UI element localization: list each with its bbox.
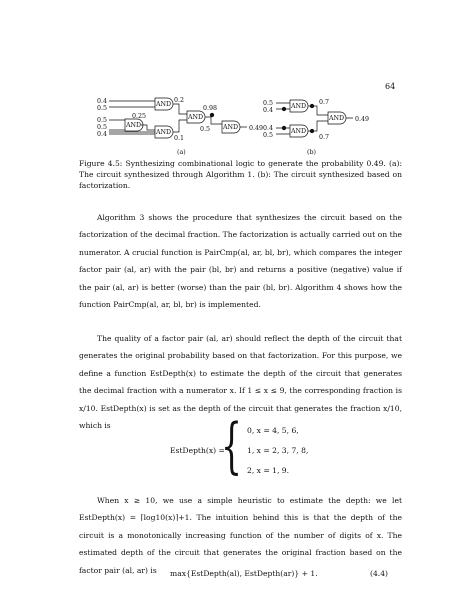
gate-label: AND	[156, 129, 172, 136]
input-label: 0.4	[263, 125, 274, 132]
input-label: 0.4	[97, 131, 108, 138]
input-label: 0.5	[97, 117, 108, 124]
equation-4-4: max{EstDepth(al), EstDepth(ar)} + 1.	[170, 569, 318, 578]
input-label: 0.5	[263, 132, 274, 139]
page-number: 64	[385, 82, 396, 91]
subfigure-label: (a)	[177, 149, 186, 156]
input-label: 0.4	[263, 107, 274, 114]
gate-label: AND	[223, 124, 239, 131]
output-value: 0.49	[355, 116, 370, 123]
output-value: 0.49	[249, 125, 264, 132]
wire-value: 0.25	[132, 113, 147, 120]
wire-value: 0.7	[319, 99, 330, 106]
input-label: 0.5	[97, 124, 108, 131]
gate-label: AND	[291, 103, 307, 110]
definition-case: 2, x = 1, 9.	[247, 466, 290, 475]
input-label: 0.5	[263, 100, 274, 107]
gate-label: AND	[291, 128, 307, 135]
input-label: 0.5	[97, 105, 108, 112]
definition-case: 0, x = 4, 5, 6,	[247, 426, 299, 435]
cases-brace: {	[221, 411, 243, 481]
equation-number: (4.4)	[370, 569, 389, 578]
paragraph-algorithm-3: Algorithm 3 shows the procedure that synthesizes the circuit based on the factorization of the decimal fraction. The factorization is actually carried out on the numerator. A crucial function is PairCmp(al, ar, bl, br), which compares the integer factor pair (al, ar) with the pair (bl, br) and returns a positive (negative) value if the pair (al, ar) is better (worse) than the pair (bl, br). Algorithm 4 shows how the function PairCmp(al, ar, bl, br) is implemented.	[79, 213, 402, 310]
input-label: 0.4	[97, 98, 108, 105]
paragraph-factor-quality: The quality of a factor pair (al, ar) should reflect the depth of the circuit that generates the original probability based on that factorization. For this purpose, we define a function EstDepth(x) to estimate the depth of the circuit that generates the decimal fraction with a numerator x. If 1 ≤ x ≤ 9, the corresponding fraction is x/10. EstDepth(x) is set as the depth of the circuit that generates the fraction x/10, which is	[79, 334, 402, 431]
paragraph-heuristic: When x ≥ 10, we use a simple heuristic to estimate the depth: we let EstDepth(x) = ⌈log10(x)⌉+1. The intuition behind this is that the depth of the circuit is a monotonically increasing function of the number of digits of x. The estimated depth of the circuit that generates the original fraction based on the factor pair (al, ar) is	[79, 496, 402, 575]
gate-label: AND	[156, 101, 172, 108]
figure-caption: Figure 4.5: Synthesizing combinational logic to generate the probability 0.49. (a): The circuit synthesized through Algorithm 1. (b): The circuit synthesized based on factorization.	[79, 159, 402, 190]
estdepth-definition	[170, 411, 370, 492]
definition-lhs: EstDepth(x) =	[170, 446, 225, 455]
subfigure-label: (b)	[307, 149, 316, 156]
wire-value: 0.2	[174, 97, 185, 104]
definition-case: 1, x = 2, 3, 7, 8,	[247, 446, 309, 455]
circuit-figure	[95, 96, 380, 158]
wire-value: 0.98	[203, 105, 218, 112]
wire-value: 0.7	[319, 134, 330, 141]
gate-label: AND	[188, 114, 204, 121]
gate-label: AND	[329, 115, 345, 122]
wire-value: 0.1	[174, 135, 185, 142]
wire-value: 0.5	[200, 126, 211, 133]
gate-label: AND	[126, 122, 142, 129]
